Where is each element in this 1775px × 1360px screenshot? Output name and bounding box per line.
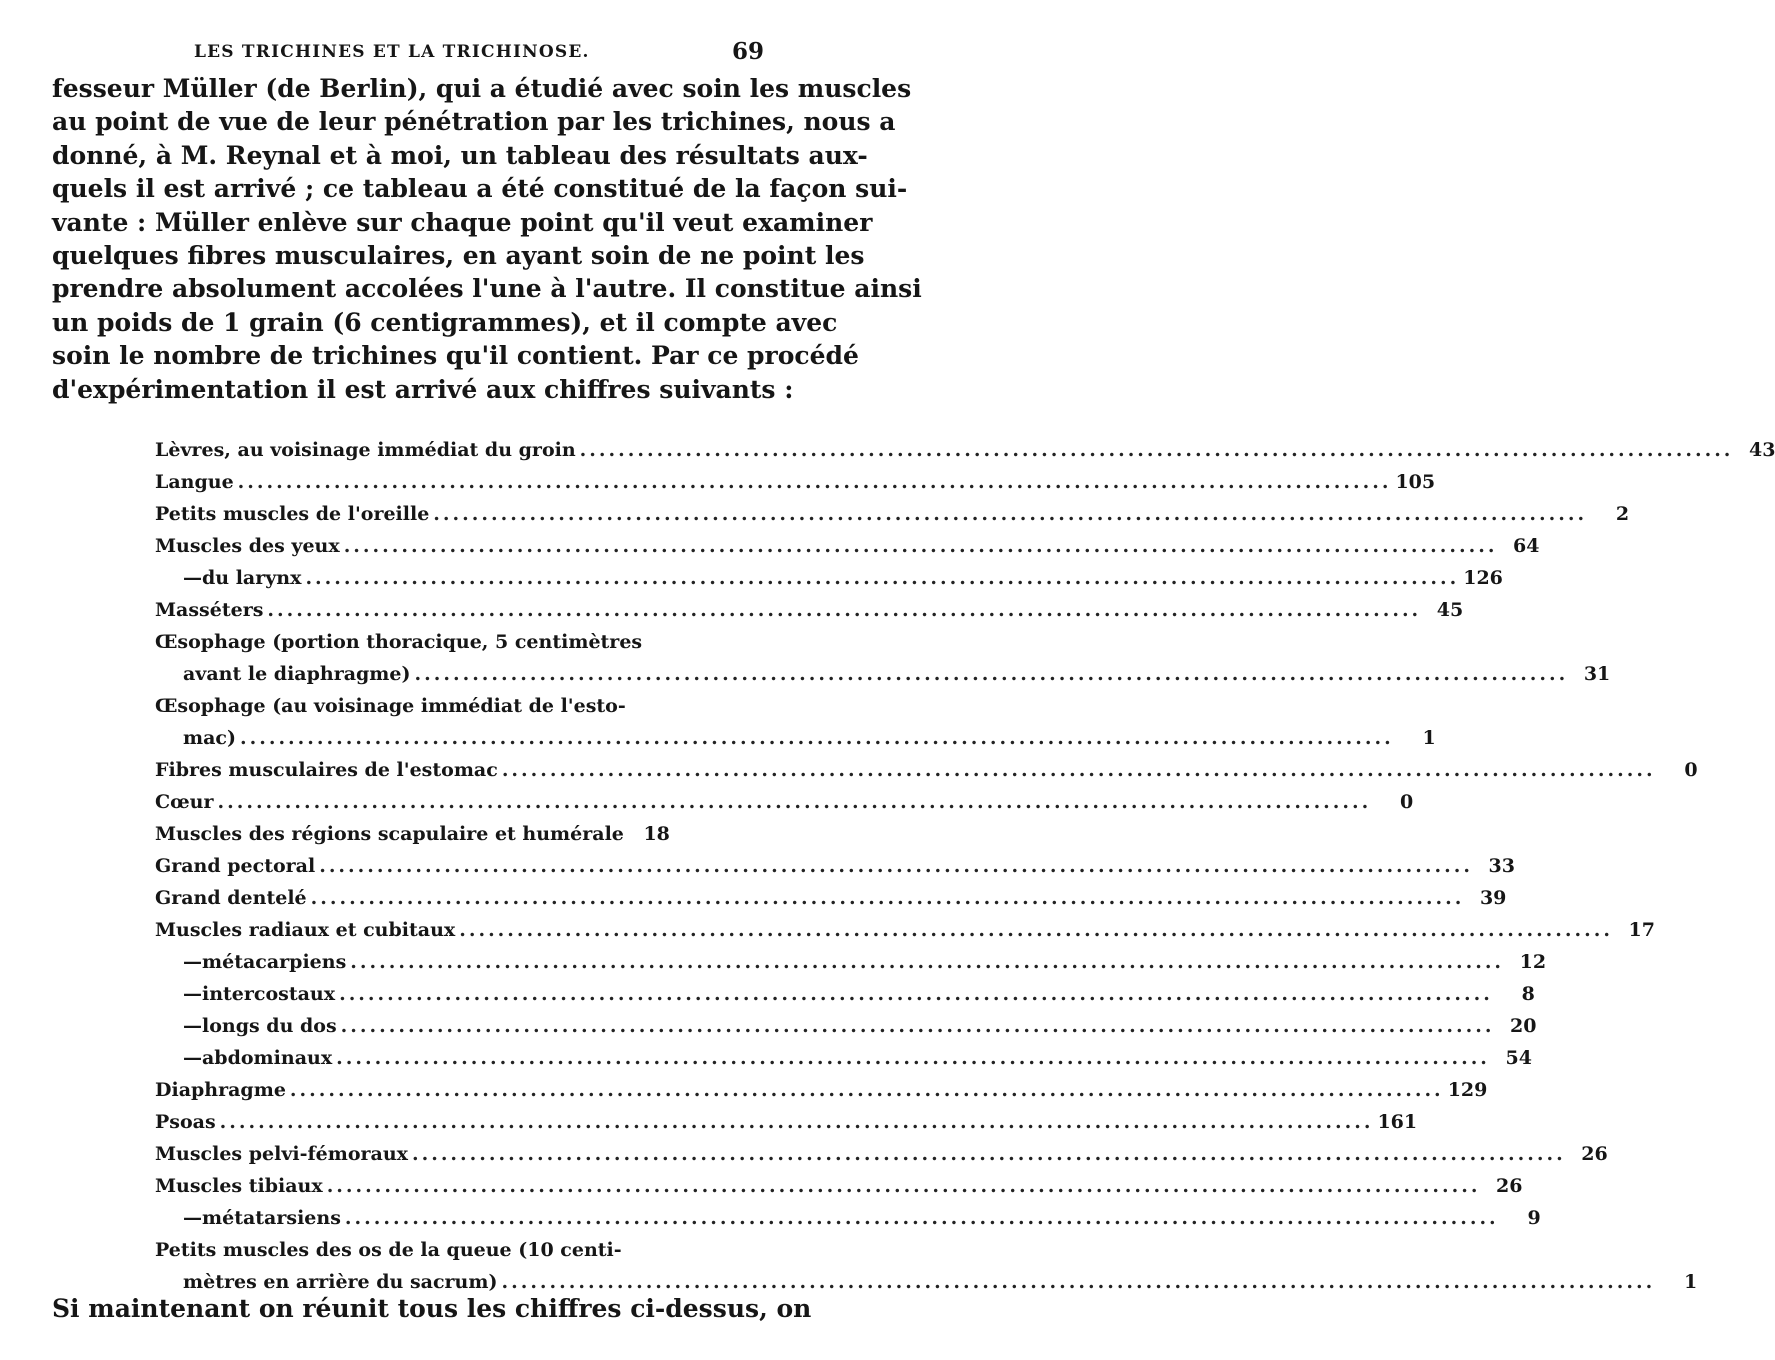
text-line: un poids de 1 grain (6 centigrammes), et il compte avec [52,307,838,337]
text-line: quelques fibres musculaires, en ayant soin de ne point les [52,241,865,271]
row-label: Muscles radiaux et cubitaux [155,919,456,941]
running-head [194,38,764,68]
table-row [155,978,1535,1010]
row-value: 33 [1488,855,1515,877]
table-row [155,434,1775,466]
row-label: Muscles pelvi-fémoraux [155,1143,408,1165]
row-label: Fibres musculaires de l'estomac [155,759,498,781]
row-label: Petits muscles des os de la queue (10 centi- [155,1239,622,1261]
ditto-dash: — [183,951,202,973]
running-title: LES TRICHINES ET LA TRICHINOSE. [194,42,590,62]
row-label: Diaphragme [155,1079,286,1101]
row-value: 64 [1513,535,1540,557]
table-row [155,626,1611,690]
row-value: 54 [1505,1047,1532,1069]
row-value: 26 [1581,1143,1608,1165]
row-label: abdominaux [202,1047,333,1069]
table-row [155,562,1503,594]
row-label: métacarpiens [202,951,347,973]
dot-leader [502,754,1656,786]
ditto-dash: — [183,567,202,589]
row-label-continued: mac) [183,727,236,749]
ditto-dash: — [183,1047,202,1069]
row-label: métatarsiens [202,1207,341,1229]
dot-leader [350,946,1504,978]
table-row [155,1106,1418,1138]
table-row [155,754,1698,786]
ditto-dash: — [183,983,202,1005]
text-line: quels il est arrivé ; ce tableau a été constitué de la façon sui- [52,174,908,204]
row-value: 17 [1628,919,1655,941]
dot-leader [305,562,1459,594]
table-row [155,1074,1488,1106]
dot-leader [319,850,1473,882]
table-row [155,1234,1698,1298]
final-paragraph [52,1292,812,1325]
table-row [155,786,1414,818]
row-label: Grand dentelé [155,887,307,909]
row-value: 126 [1463,567,1503,589]
table-row [155,1138,1608,1170]
row-label: du larynx [202,567,302,589]
row-value: 1 [1422,727,1436,749]
text-line: au point de vue de leur pénétration par les trichines, nous a [52,107,896,137]
row-value: 0 [1684,759,1698,781]
table-row [155,594,1464,626]
table-row [155,498,1630,530]
dot-leader [327,1170,1481,1202]
row-value: 20 [1510,1015,1537,1037]
table-row [155,1010,1537,1042]
dot-leader [412,1138,1566,1170]
text-line: soin le nombre de trichines qu'il contient. Par ce procédé [52,341,859,371]
dot-leader [220,1106,1374,1138]
row-label: Muscles des yeux [155,535,340,557]
dot-leader [339,978,1493,1010]
dot-leader [290,1074,1444,1106]
row-label: Petits muscles de l'oreille [155,503,430,525]
dot-leader [336,1042,1490,1074]
row-value: 9 [1527,1207,1541,1229]
text-line: vante : Müller enlève sur chaque point qu'il veut examiner [52,207,873,237]
text-line: donné, à M. Reynal et à moi, un tableau des résultats aux- [52,140,868,170]
text-line: Si maintenant on réunit tous les chiffres ci-dessus, on [52,1294,812,1323]
table-row [155,1170,1523,1202]
row-value: 31 [1583,663,1611,685]
row-label: Psoas [155,1111,216,1133]
row-label: Lèvres, au voisinage immédiat du groin [155,439,576,461]
row-value: 1 [1684,1271,1698,1293]
table-row [155,882,1507,914]
table-row [155,946,1547,978]
row-label: Muscles des régions scapulaire et humérale [155,823,624,845]
dot-leader [341,1010,1495,1042]
ditto-dash: — [183,1207,202,1229]
row-label: Muscles tibiaux [155,1175,323,1197]
row-label: Œsophage (portion thoracique, 5 centimètres [155,631,643,653]
row-label: Grand pectoral [155,855,316,877]
row-value: 26 [1496,1175,1523,1197]
table-row [155,1202,1541,1234]
table-row [155,914,1655,946]
dot-leader [345,1202,1499,1234]
text-line: prendre absolument accolées l'une à l'autre. Il constitue ainsi [52,274,922,304]
row-value: 161 [1377,1111,1418,1133]
intro-paragraph [52,72,922,406]
dot-leader [240,722,1394,754]
row-label: longs du dos [202,1015,337,1037]
dot-leader [267,594,1421,626]
table-row [155,530,1540,562]
table-row [155,466,1436,498]
table-row [155,1042,1532,1074]
row-label: Cœur [155,791,214,813]
dot-leader [580,434,1734,466]
row-value: 129 [1447,1079,1488,1101]
dot-leader [217,786,1371,818]
row-label: intercostaux [202,983,336,1005]
row-label-continued: avant le diaphragme) [183,663,411,685]
row-value: 12 [1519,951,1547,973]
text-line: fesseur Müller (de Berlin), qui a étudié avec soin les muscles [52,74,912,103]
row-value: 18 [643,823,670,845]
dot-leader [459,914,1613,946]
table-row [155,690,1436,754]
row-value: 43 [1748,439,1775,461]
row-value: 8 [1521,983,1535,1005]
muscle-count-table [155,434,1775,1298]
dot-leader [415,658,1569,690]
row-label-continued: mètres en arrière du sacrum) [183,1271,498,1293]
ditto-dash: — [183,1015,202,1037]
dot-leader [433,498,1587,530]
table-row [155,818,670,850]
text-line: d'expérimentation il est arrivé aux chiffres suivants : [52,374,794,404]
dot-leader [344,530,1498,562]
dot-leader [238,466,1392,498]
row-label: Œsophage (au voisinage immédiat de l'esto- [155,695,626,717]
row-value: 0 [1400,791,1414,813]
dot-leader [311,882,1465,914]
row-value: 2 [1615,503,1630,525]
row-label: Langue [155,471,234,493]
table-row [155,850,1515,882]
row-label: Masséters [155,599,264,621]
row-value: 45 [1436,599,1464,621]
page-number: 69 [731,38,764,65]
row-value: 105 [1395,471,1436,493]
row-value: 39 [1479,887,1507,909]
